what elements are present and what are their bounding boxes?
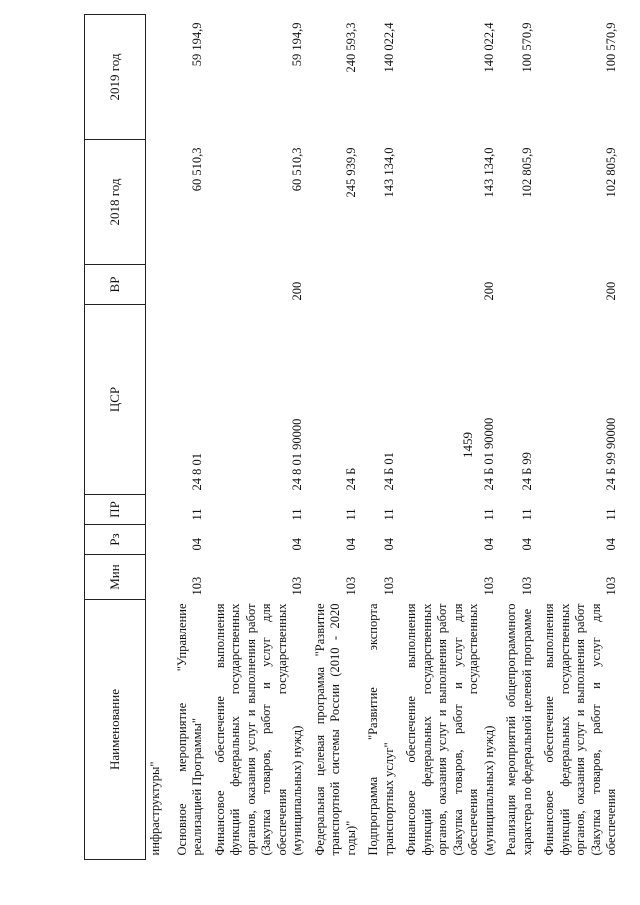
row-rz-cell: 04: [519, 538, 534, 551]
row-2018-cell: 102 805,9: [604, 147, 618, 198]
row-csr-cell: 24 8 01: [190, 453, 204, 491]
row-2019-cell: [146, 15, 172, 140]
row-2018-cell: 60 510,3: [290, 147, 304, 192]
row-2019-cell: 59 194,9: [190, 22, 204, 67]
table-row: [363, 15, 401, 860]
row-csr-cell: 24 Б 01 90000: [481, 417, 496, 491]
row-min-cell: 103: [481, 576, 496, 596]
row-2019-cell: 140 022,4: [481, 22, 496, 73]
header-vr: ВР: [85, 265, 146, 305]
row-csr-cell: 24 Б 01: [381, 452, 396, 491]
row-rz-cell: 04: [290, 538, 304, 551]
row-vr-cell: 200: [604, 281, 618, 301]
row-2018-cell: [146, 140, 172, 265]
row-vr-cell: 200: [481, 281, 496, 301]
header-rz: Рз: [85, 525, 146, 555]
row-rz-cell: [146, 525, 172, 555]
row-pr-cell: 11: [290, 508, 304, 521]
row-pr-cell: 11: [190, 508, 204, 521]
row-min-cell: 103: [290, 576, 304, 596]
row-rz-cell: 04: [481, 538, 496, 551]
row-csr-cell: 24 Б: [343, 467, 358, 491]
header-2018: 2018 год: [85, 140, 146, 265]
table-row: [539, 15, 624, 860]
row-vr-cell: [501, 265, 539, 305]
row-name-cell: Финансовое обеспечение выполнения функций федеральных государственных органов, оказания услуг и выполнения работ (Закупка товаров, работ и услуг для обеспечения государственных (муниципальных) нужд): [404, 603, 496, 856]
row-csr-cell: 24 Б 99: [519, 452, 534, 491]
row-name-cell: Подпрограмма "Развитие экспорта транспортных услуг": [366, 603, 396, 856]
row-2018-cell: 245 939,9: [343, 147, 358, 198]
row-2018-cell: 102 805,9: [519, 147, 534, 198]
row-pr-cell: 11: [343, 508, 358, 521]
row-2019-cell: 100 570,9: [519, 22, 534, 73]
row-csr-cell: 24 8 01 90000: [290, 418, 304, 491]
row-min-cell: 103: [519, 576, 534, 596]
row-pr-cell: [146, 495, 172, 525]
row-2018-cell: 143 134,0: [481, 147, 496, 198]
row-name-cell: Финансовое обеспечение выполнения функций федеральных государственных органов, оказания услуг и выполнения работ (Закупка товаров, работ и услуг для обеспечения государственных (муниципальных) нужд): [212, 603, 304, 856]
row-2018-cell: 143 134,0: [381, 147, 396, 198]
budget-table: [84, 14, 624, 860]
row-rz-cell: 04: [343, 538, 358, 551]
row-name-cell: Основное мероприятие "Управление реализацией Программы": [174, 603, 204, 856]
row-2019-cell: 100 570,9: [604, 22, 618, 73]
row-rz-cell: 04: [190, 538, 204, 551]
row-pr-cell: 11: [604, 508, 618, 521]
page-number: 1459: [460, 432, 475, 458]
budget-table-page: [84, 15, 624, 860]
header-min: Мин: [85, 555, 146, 600]
table-header-row: [85, 15, 146, 860]
row-vr-cell: [146, 265, 172, 305]
row-vr-cell: 200: [290, 281, 304, 301]
row-name-cell: инфраструктуры": [148, 761, 162, 856]
header-pr: ПР: [85, 495, 146, 525]
row-min-cell: 103: [381, 576, 396, 596]
row-2019-cell: 59 194,9: [290, 22, 304, 67]
header-2019: 2019 год: [85, 15, 146, 140]
row-min-cell: 103: [343, 576, 358, 596]
row-min-cell: 103: [604, 576, 618, 596]
row-vr-cell: [172, 265, 210, 305]
row-csr-cell: 24 Б 99 90000: [604, 417, 618, 491]
table-row: [146, 15, 172, 860]
row-pr-cell: 11: [381, 508, 396, 521]
row-name-cell: Федеральная целевая программа "Развитие транспортной системы России (2010 - 2020 годы)": [312, 603, 358, 856]
header-name: Наименование: [85, 600, 146, 860]
row-min-cell: [146, 555, 172, 600]
row-rz-cell: 04: [604, 538, 618, 551]
row-csr-cell: [146, 305, 172, 495]
row-rz-cell: 04: [381, 538, 396, 551]
row-vr-cell: [363, 265, 401, 305]
row-min-cell: 103: [190, 576, 204, 596]
row-name-cell: Финансовое обеспечение выполнения функций федеральных государственных органов, оказания услуг и выполнения работ (Закупка товаров, работ и услуг для обеспечения: [542, 603, 618, 856]
row-2018-cell: 60 510,3: [190, 147, 204, 192]
table-row: [172, 15, 210, 860]
table-row: [401, 15, 501, 860]
row-name-cell: Реализация мероприятий общепрограммного характера по федеральной целевой программе: [504, 603, 534, 856]
row-2019-cell: 240 593,3: [343, 22, 358, 73]
table-row: [501, 15, 539, 860]
table-row: [310, 15, 364, 860]
row-pr-cell: 11: [481, 508, 496, 521]
row-2019-cell: 140 022,4: [381, 22, 396, 73]
header-csr: ЦСР: [85, 305, 146, 495]
row-vr-cell: [310, 265, 364, 305]
table-row: [210, 15, 310, 860]
row-pr-cell: 11: [519, 508, 534, 521]
